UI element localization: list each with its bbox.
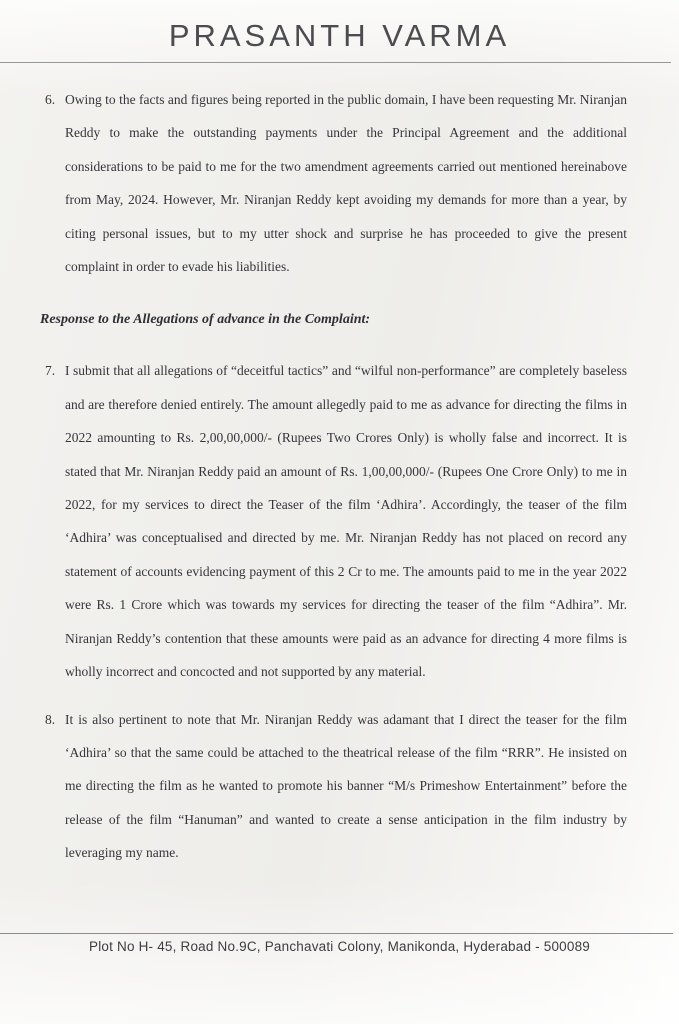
paragraph-6	[45, 83, 627, 283]
section-heading: Response to the Allegations of advance in the Complaint:	[40, 312, 371, 328]
letterhead-name: PRASANTH VARMA	[168, 18, 511, 53]
paragraph-8-number: 8.	[45, 711, 56, 727]
letterhead	[0, 0, 679, 63]
header-divider	[0, 62, 671, 63]
paragraph-6-number: 6.	[45, 92, 56, 107]
paragraph-7	[45, 354, 627, 688]
paragraph-7-number: 7.	[45, 363, 56, 379]
document-body	[0, 83, 679, 870]
letterhead-footer	[0, 933, 679, 954]
footer-address: Plot No H- 45, Road No.9C, Panchavati Colony, Manikonda, Hyderabad - 500089	[88, 939, 591, 954]
paragraph-7-text: I submit that all allegations of “deceitful tactics” and “wilful non-performance” are completely baseless and are therefore denied entirely. The amount allegedly paid to me as advance for directing the films in 2022 amounting to Rs. 2,00,00,000/- (Rupees Two Crores Only) is wholly false and incorrect. It is stated that Mr. Niranjan Reddy paid an amount of Rs. 1,00,00,000/- (Rupees One Crore Only) to me in 2022, for my services to direct the Teaser of the film ‘Adhira’. Accordingly, the teaser of the film ‘Adhira’ was conceptualised and directed by me. Mr. Niranjan Reddy has not placed on record any statement of accounts evidencing payment of this 2 Cr to me. The amounts paid to me in the year 2022 were Rs. 1 Crore which was towards my services for directing the teaser of the film “Adhira”. Mr. Niranjan Reddy’s contention that these amounts were paid as an advance for directing 4 more films is wholly incorrect and concocted and not supported by any material.	[65, 363, 627, 680]
footer-divider	[0, 933, 673, 934]
paragraph-8-text: It is also pertinent to note that Mr. Niranjan Reddy was adamant that I direct the teaser for the film ‘Adhira’ so that the same could be attached to the theatrical release of the film “RRR”. He insisted on me directing the film as he wanted to promote his banner “M/s Primeshow Entertainment” before the release of the film “Hanuman” and wanted to create a sense anticipation in the film industry by leveraging my name.	[65, 711, 627, 861]
paragraph-8	[45, 703, 627, 870]
paragraph-6-text: Owing to the facts and figures being reported in the public domain, I have been requesting Mr. Niranjan Reddy to make the outstanding payments under the Principal Agreement and the additional considerations to be paid to me for the two amendment agreements carried out mentioned hereinabove from May, 2024. However, Mr. Niranjan Reddy kept avoiding my demands for more than a year, by citing personal issues, but to my utter shock and surprise he has proceeded to give the present complaint in order to evade his liabilities.	[65, 92, 627, 275]
